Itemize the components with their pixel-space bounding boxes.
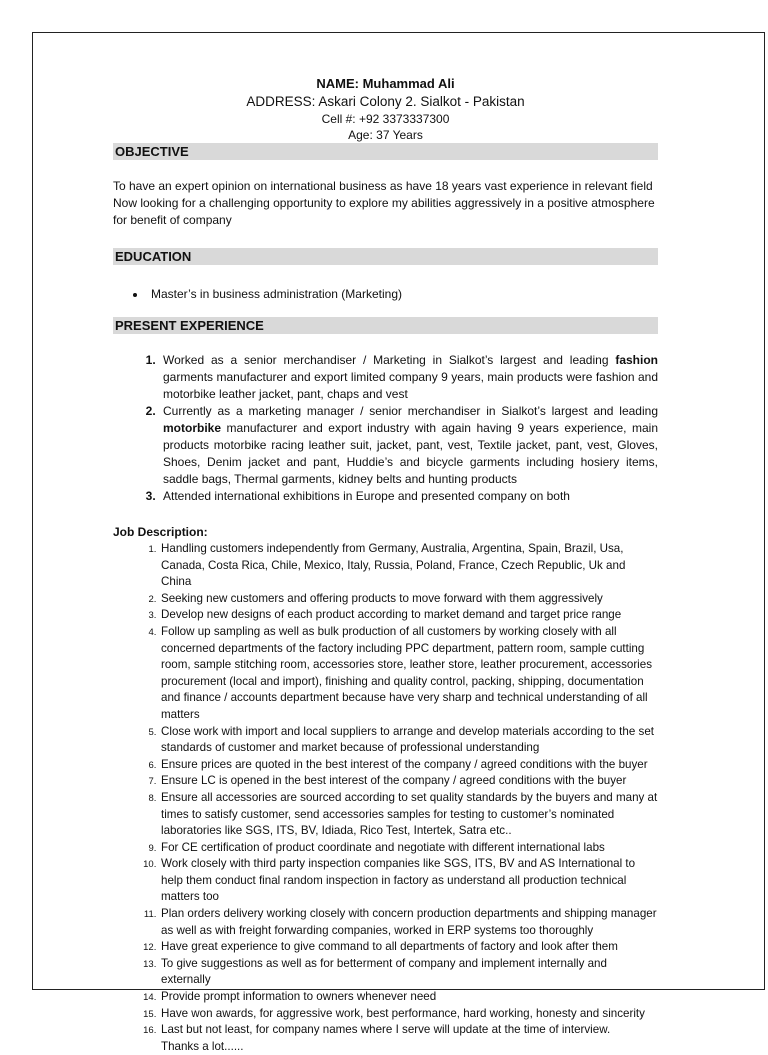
experience-list <box>113 352 658 505</box>
job-description-item: 15. Have won awards, for aggressive work, best performance, hard working, honesty and sincerity <box>159 1006 658 1023</box>
education-heading: EDUCATION <box>113 248 658 265</box>
experience-text: Currently as a marketing manager / senior merchandiser in Sialkot’s largest and leading <box>163 404 658 418</box>
job-description-item: 5. Close work with import and local suppliers to arrange and develop materials according to the set standards of customer and market because of professional understanding <box>159 724 658 757</box>
objective-heading: OBJECTIVE <box>113 143 658 160</box>
job-description-item: 2. Seeking new customers and offering products to move forward with them aggressively <box>159 591 658 608</box>
job-description-item: 10. Work closely with third party inspection companies like SGS, ITS, BV and AS International to help them conduct final random inspection in factory as understand all production technical matters too <box>159 856 658 906</box>
experience-highlight: motorbike <box>163 421 222 435</box>
job-description-item: 7. Ensure LC is opened in the best interest of the company / agreed conditions with the buyer <box>159 773 658 790</box>
job-description-heading: Job Description: <box>113 525 208 539</box>
experience-item <box>159 403 658 488</box>
job-description-item: 13. To give suggestions as well as for betterment of company and implement internally and externally <box>159 956 658 989</box>
experience-highlight: fashion <box>615 353 658 367</box>
job-description-item: 14. Provide prompt information to owners whenever need <box>159 989 658 1006</box>
experience-heading: PRESENT EXPERIENCE <box>113 317 658 334</box>
job-description-item: 1. Handling customers independently from Germany, Australia, Argentina, Spain, Brazil, Usa, Canada, Costa Rica, Chile, Mexico, Italy, Russia, Poland, France, Czech Republic, Uk and China <box>159 541 658 591</box>
experience-item <box>159 488 658 505</box>
contact-header <box>113 75 658 143</box>
experience-text: Attended international exhibitions in Europe and presented company on both <box>163 489 570 503</box>
candidate-age: Age: 37 Years <box>348 128 423 142</box>
objective-text: To have an expert opinion on international business as have 18 years vast experience in relevant field Now looking for a challenging opportunity to explore my abilities aggressively in a positive atmosphere for benefit of company <box>113 179 655 227</box>
education-item: • Master’s in business administration (Marketing) <box>147 286 658 303</box>
job-description-item: 11. Plan orders delivery working closely with concern production departments and shipping manager as well as with freight forwarding companies, worked in ERP systems too thoroughly <box>159 906 658 939</box>
job-description-list <box>113 541 658 1039</box>
experience-text: Worked as a senior merchandiser / Marketing in Sialkot’s largest and leading <box>163 353 616 367</box>
resume-content <box>113 75 658 1055</box>
job-description-item: 16. Last but not least, for company names where I serve will update at the time of interview. <box>159 1022 658 1039</box>
resume-page <box>32 32 765 1053</box>
job-description-item: 8. Ensure all accessories are sourced according to set quality standards by the buyers and many at times to satisfy customer, send accessories samples for testing to customer’s nominated laboratories like SGS, ITS, BV, Idiada, Rico Test, Intertek, Satra etc.. <box>159 790 658 840</box>
candidate-address: ADDRESS: Askari Colony 2. Sialkot - Pakistan <box>246 94 525 109</box>
candidate-name: NAME: Muhammad Ali <box>316 76 455 91</box>
experience-text: garments manufacturer and export limited company 9 years, main products were fashion and motorbike leather jacket, pant, chaps and vest <box>163 370 658 401</box>
job-description-item: 3. Develop new designs of each product according to market demand and target price range <box>159 607 658 624</box>
job-description-item: 12. Have great experience to give command to all departments of factory and look after them <box>159 939 658 956</box>
job-description-item: 9. For CE certification of product coordinate and negotiate with different international labs <box>159 840 658 857</box>
job-description-item: 4. Follow up sampling as well as bulk production of all customers by working closely with all concerned departments of the factory including PPC department, pattern room, sample cutting room, sample stitching room, accessories store, leather store, leather procurement, accessories procurement (local and import), finishing and quality control, packing, shipping, documentation and finance / accounts department because have very sharp and technical understanding of all matters <box>159 624 658 724</box>
education-list <box>113 286 658 303</box>
experience-item <box>159 352 658 403</box>
closing-thanks: Thanks a lot...... <box>161 1039 244 1053</box>
experience-text: manufacturer and export industry with again having 9 years experience, main products motorbike racing leather suit, jacket, pant, vest, Textile jacket, pant, vest, Gloves, Shoes, Denim jacket and pant, Huddie’s and bicycle garments including hosiery items, saddle bags, Thermal garments, kidney belts and hunting products <box>163 421 658 486</box>
job-description-item: 6. Ensure prices are quoted in the best interest of the company / agreed conditions with the buyer <box>159 757 658 774</box>
candidate-cell: Cell #: +92 3373337300 <box>321 112 450 126</box>
